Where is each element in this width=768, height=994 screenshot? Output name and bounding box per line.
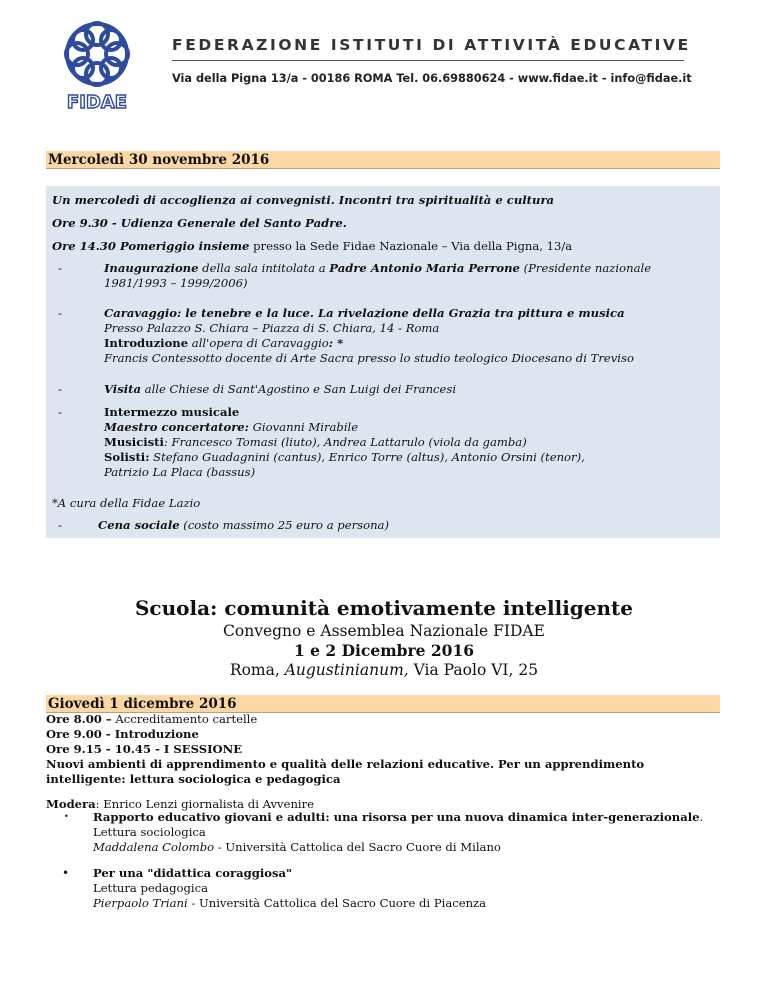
list-dash: - <box>58 382 62 396</box>
inaugurazione-line: Inaugurazione della sala intitolata a Padre Antonio Maria Perrone (Presidente nazionale <box>104 261 652 275</box>
talk2-title: Per una "didattica coraggiosa" <box>93 866 293 880</box>
visita-line: Visita alle Chiese di Sant'Agostino e San Luigi dei Francesi <box>104 382 457 396</box>
list-dash: - <box>58 405 62 419</box>
list-dash: - <box>58 306 62 320</box>
talk2-sub: Lettura pedagogica <box>93 881 209 895</box>
introduzione-line: Ore 9.00 - Introduzione <box>46 727 199 741</box>
day2-heading: Giovedì 1 dicembre 2016 <box>46 695 720 713</box>
caravaggio-intro: Introduzione all'opera di Caravaggio: * <box>104 336 344 350</box>
caravaggio-title: Caravaggio: le tenebre e la luce. La rivelazione della Grazia tra pittura e musica <box>104 306 625 320</box>
caravaggio-place: Presso Palazzo S. Chiara – Piazza di S. Chiara, 14 - Roma <box>104 321 440 335</box>
pomeriggio-line: Ore 14.30 Pomeriggio insieme presso la Sede Fidae Nazionale – Via della Pigna, 13/a <box>52 239 573 253</box>
convegno-title: Scuola: comunità emotivamente intelligente <box>134 596 634 620</box>
bullet-icon: • <box>64 812 69 821</box>
inaugurazione-years: 1981/1993 – 1999/2006) <box>104 276 248 290</box>
convegno-subtitle: Convegno e Assemblea Nazionale FIDAE <box>223 622 545 640</box>
sessione-theme-line2: intelligente: lettura sociologica e pedagogica <box>46 772 341 786</box>
org-address: Via della Pigna 13/a - 00186 ROMA Tel. 06.69880624 - www.fidae.it - info@fidae.it <box>172 72 692 85</box>
header-divider <box>172 60 684 61</box>
talk1-speaker: Maddalena Colombo - Università Cattolica del Sacro Cuore di Milano <box>93 840 501 854</box>
solisti-line2: Patrizio La Placa (bassus) <box>104 465 256 479</box>
cena-line: Cena sociale (costo massimo 25 euro a persona) <box>98 518 389 532</box>
accreditamento-line: Ore 8.00 – Accreditamento cartelle <box>46 712 258 726</box>
day1-heading: Mercoledì 30 novembre 2016 <box>46 151 720 169</box>
moderator-line: Modera: Enrico Lenzi giornalista di Avvenire <box>46 797 315 811</box>
org-title: FEDERAZIONE ISTITUTI DI ATTIVITÀ EDUCATIVE <box>172 36 691 54</box>
convegno-dates: 1 e 2 Dicembre 2016 <box>293 641 475 660</box>
musicisti-line: Musicisti: Francesco Tomasi (liuto), Andrea Lattarulo (viola da gamba) <box>104 435 527 449</box>
fidae-logo <box>52 16 142 112</box>
udienza-line: Ore 9.30 - Udienza Generale del Santo Padre. <box>52 216 347 230</box>
sessione-line: Ore 9.15 - 10.45 - I SESSIONE <box>46 742 243 756</box>
cura-note: *A cura della Fidae Lazio <box>52 496 201 510</box>
list-dash: - <box>58 518 62 532</box>
list-dash: - <box>58 261 62 275</box>
talk1-title: Rapporto educativo giovani e adulti: una risorsa per una nuova dinamica inter-generazionale. <box>93 810 704 824</box>
solisti-line: Solisti: Stefano Guadagnini (cantus), Enrico Torre (altus), Antonio Orsini (tenor), <box>104 450 585 464</box>
caravaggio-speaker: Francis Contessotto docente di Arte Sacra presso lo studio teologico Diocesano di Treviso <box>104 351 634 365</box>
convegno-place: Roma, Augustinianum, Via Paolo VI, 25 <box>229 661 539 679</box>
talk1-sub: Lettura sociologica <box>93 825 206 839</box>
intermezzo-title: Intermezzo musicale <box>104 405 240 419</box>
talk2-speaker: Pierpaolo Triani - Università Cattolica del Sacro Cuore di Piacenza <box>93 896 487 910</box>
sessione-theme: Nuovi ambienti di apprendimento e qualità delle relazioni educative. Per un apprendimento <box>46 757 645 771</box>
maestro-line: Maestro concertatore: Giovanni Mirabile <box>104 420 359 434</box>
day1-intro: Un mercoledì di accoglienza ai convegnisti. Incontri tra spiritualità e cultura <box>52 193 555 207</box>
svg-text:FIDAE: FIDAE <box>66 92 128 112</box>
bullet-icon: • <box>62 866 70 880</box>
